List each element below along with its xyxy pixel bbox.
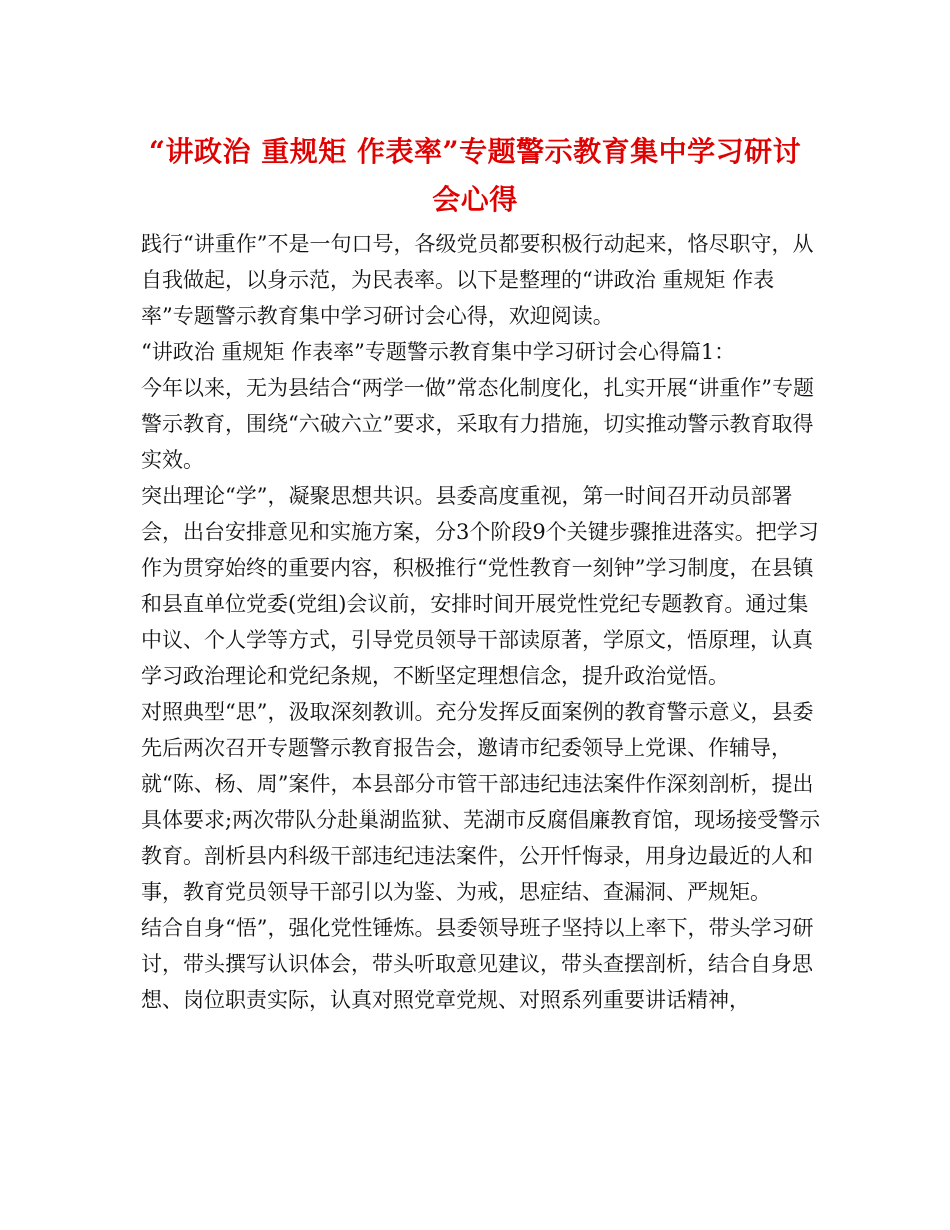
paragraph-overview: 今年以来，无为县结合“两学一做”常态化制度化，扎实开展“讲重作”专题警示教育，围绕“六破六立”要求，采取有力措施，切实推动警示教育取得实效。: [141, 376, 814, 472]
paragraph-study: 突出理论“学”，凝聚思想共识。县委高度重视，第一时间召开动员部署会，出台安排意见和实施方案，分3个阶段9个关键步骤推进落实。把学习作为贯穿始终的重要内容，积极推行“党性教育一刻钟”学习制度，在县镇和县直单位党委(党组)会议前，安排时间开展党性党纪专题教育。通过集中议、个人学等方式，引导党员领导干部读原著，学原文，悟原理，认真学习政治理论和党纪条规，不断坚定理想信念，提升政治觉悟。: [141, 484, 819, 688]
paragraph-section-heading: “讲政治 重规矩 作表率”专题警示教育集中学习研讨会心得篇1：: [141, 340, 736, 364]
title-line-1: “讲政治 重规矩 作表率”专题警示教育集中学习研讨: [148, 135, 802, 168]
document-title: [100, 128, 850, 224]
document-body: [141, 226, 821, 1018]
paragraph-reflect: 对照典型“思”，汲取深刻教训。充分发挥反面案例的教育警示意义，县委先后两次召开专题警示教育报告会，邀请市纪委领导上党课、作辅导，就“陈、杨、周”案件，本县部分市管干部违纪违法案件作深刻剖析，提出具体要求;两次带队分赴巢湖监狱、芜湖市反腐倡廉教育馆，现场接受警示教育。剖析县内科级干部违纪违法案件，公开忏悔录，用身边最近的人和事，教育党员领导干部引以为鉴、为戒，思症结、查漏洞、严规矩。: [141, 700, 821, 904]
title-line-2: 会心得: [432, 183, 518, 216]
paragraph-realize: 结合自身“悟”，强化党性锤炼。县委领导班子坚持以上率下，带头学习研讨，带头撰写认识体会，带头听取意见建议，带头查摆剖析，结合自身思想、岗位职责实际，认真对照党章党规、对照系列重要讲话精神，: [141, 916, 814, 1012]
paragraph-intro: 践行“讲重作”不是一句口号，各级党员都要积极行动起来，恪尽职守，从自我做起，以身示范，为民表率。以下是整理的“讲政治 重规矩 作表率”专题警示教育集中学习研讨会心得，欢迎阅读。: [141, 232, 814, 328]
